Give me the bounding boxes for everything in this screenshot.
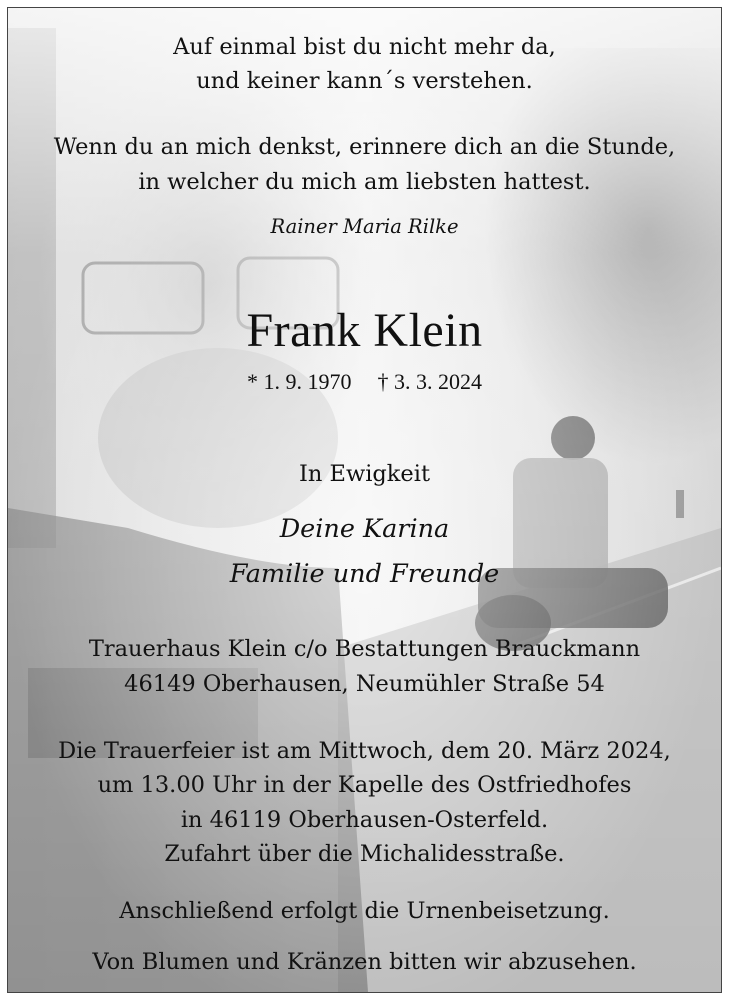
poem-line-2: und keiner kann´s verstehen. (196, 68, 533, 94)
obituary-text (8, 8, 721, 992)
poem-line-3: Wenn du an mich denkst, erinnere dich an die Stunde, (53, 134, 676, 160)
address-line-1: Trauerhaus Klein c/o Bestattungen Brauckmann (88, 636, 641, 662)
note-line-2: Von Blumen und Kränzen bitten wir abzusehen. (92, 949, 637, 975)
signer-line-2: Familie und Freunde (229, 559, 500, 589)
obituary-frame (7, 7, 722, 993)
farewell-line: In Ewigkeit (298, 461, 430, 487)
ceremony-line-3: in 46119 Oberhausen-Osterfeld. (180, 807, 549, 833)
poem-author: Rainer Maria Rilke (270, 215, 459, 238)
address-line-2: 46149 Oberhausen, Neumühler Straße 54 (124, 671, 605, 697)
ceremony-line-2: um 13.00 Uhr in der Kapelle des Ostfriedhofes (97, 772, 632, 798)
poem-line-4: in welcher du mich am liebsten hattest. (138, 169, 591, 195)
ceremony-line-1: Die Trauerfeier ist am Mittwoch, dem 20. März 2024, (58, 738, 671, 764)
ceremony-line-4: Zufahrt über die Michalidesstraße. (164, 841, 565, 867)
deceased-name: Frank Klein (246, 304, 483, 357)
death-date: † 3. 3. 2024 (377, 369, 482, 394)
note-line-1: Anschließend erfolgt die Urnenbeisetzung. (119, 898, 610, 924)
birth-date: * 1. 9. 1970 (247, 369, 352, 394)
poem-line-1: Auf einmal bist du nicht mehr da, (173, 34, 556, 60)
life-dates (8, 368, 721, 396)
signer-line-1: Deine Karina (279, 514, 450, 544)
